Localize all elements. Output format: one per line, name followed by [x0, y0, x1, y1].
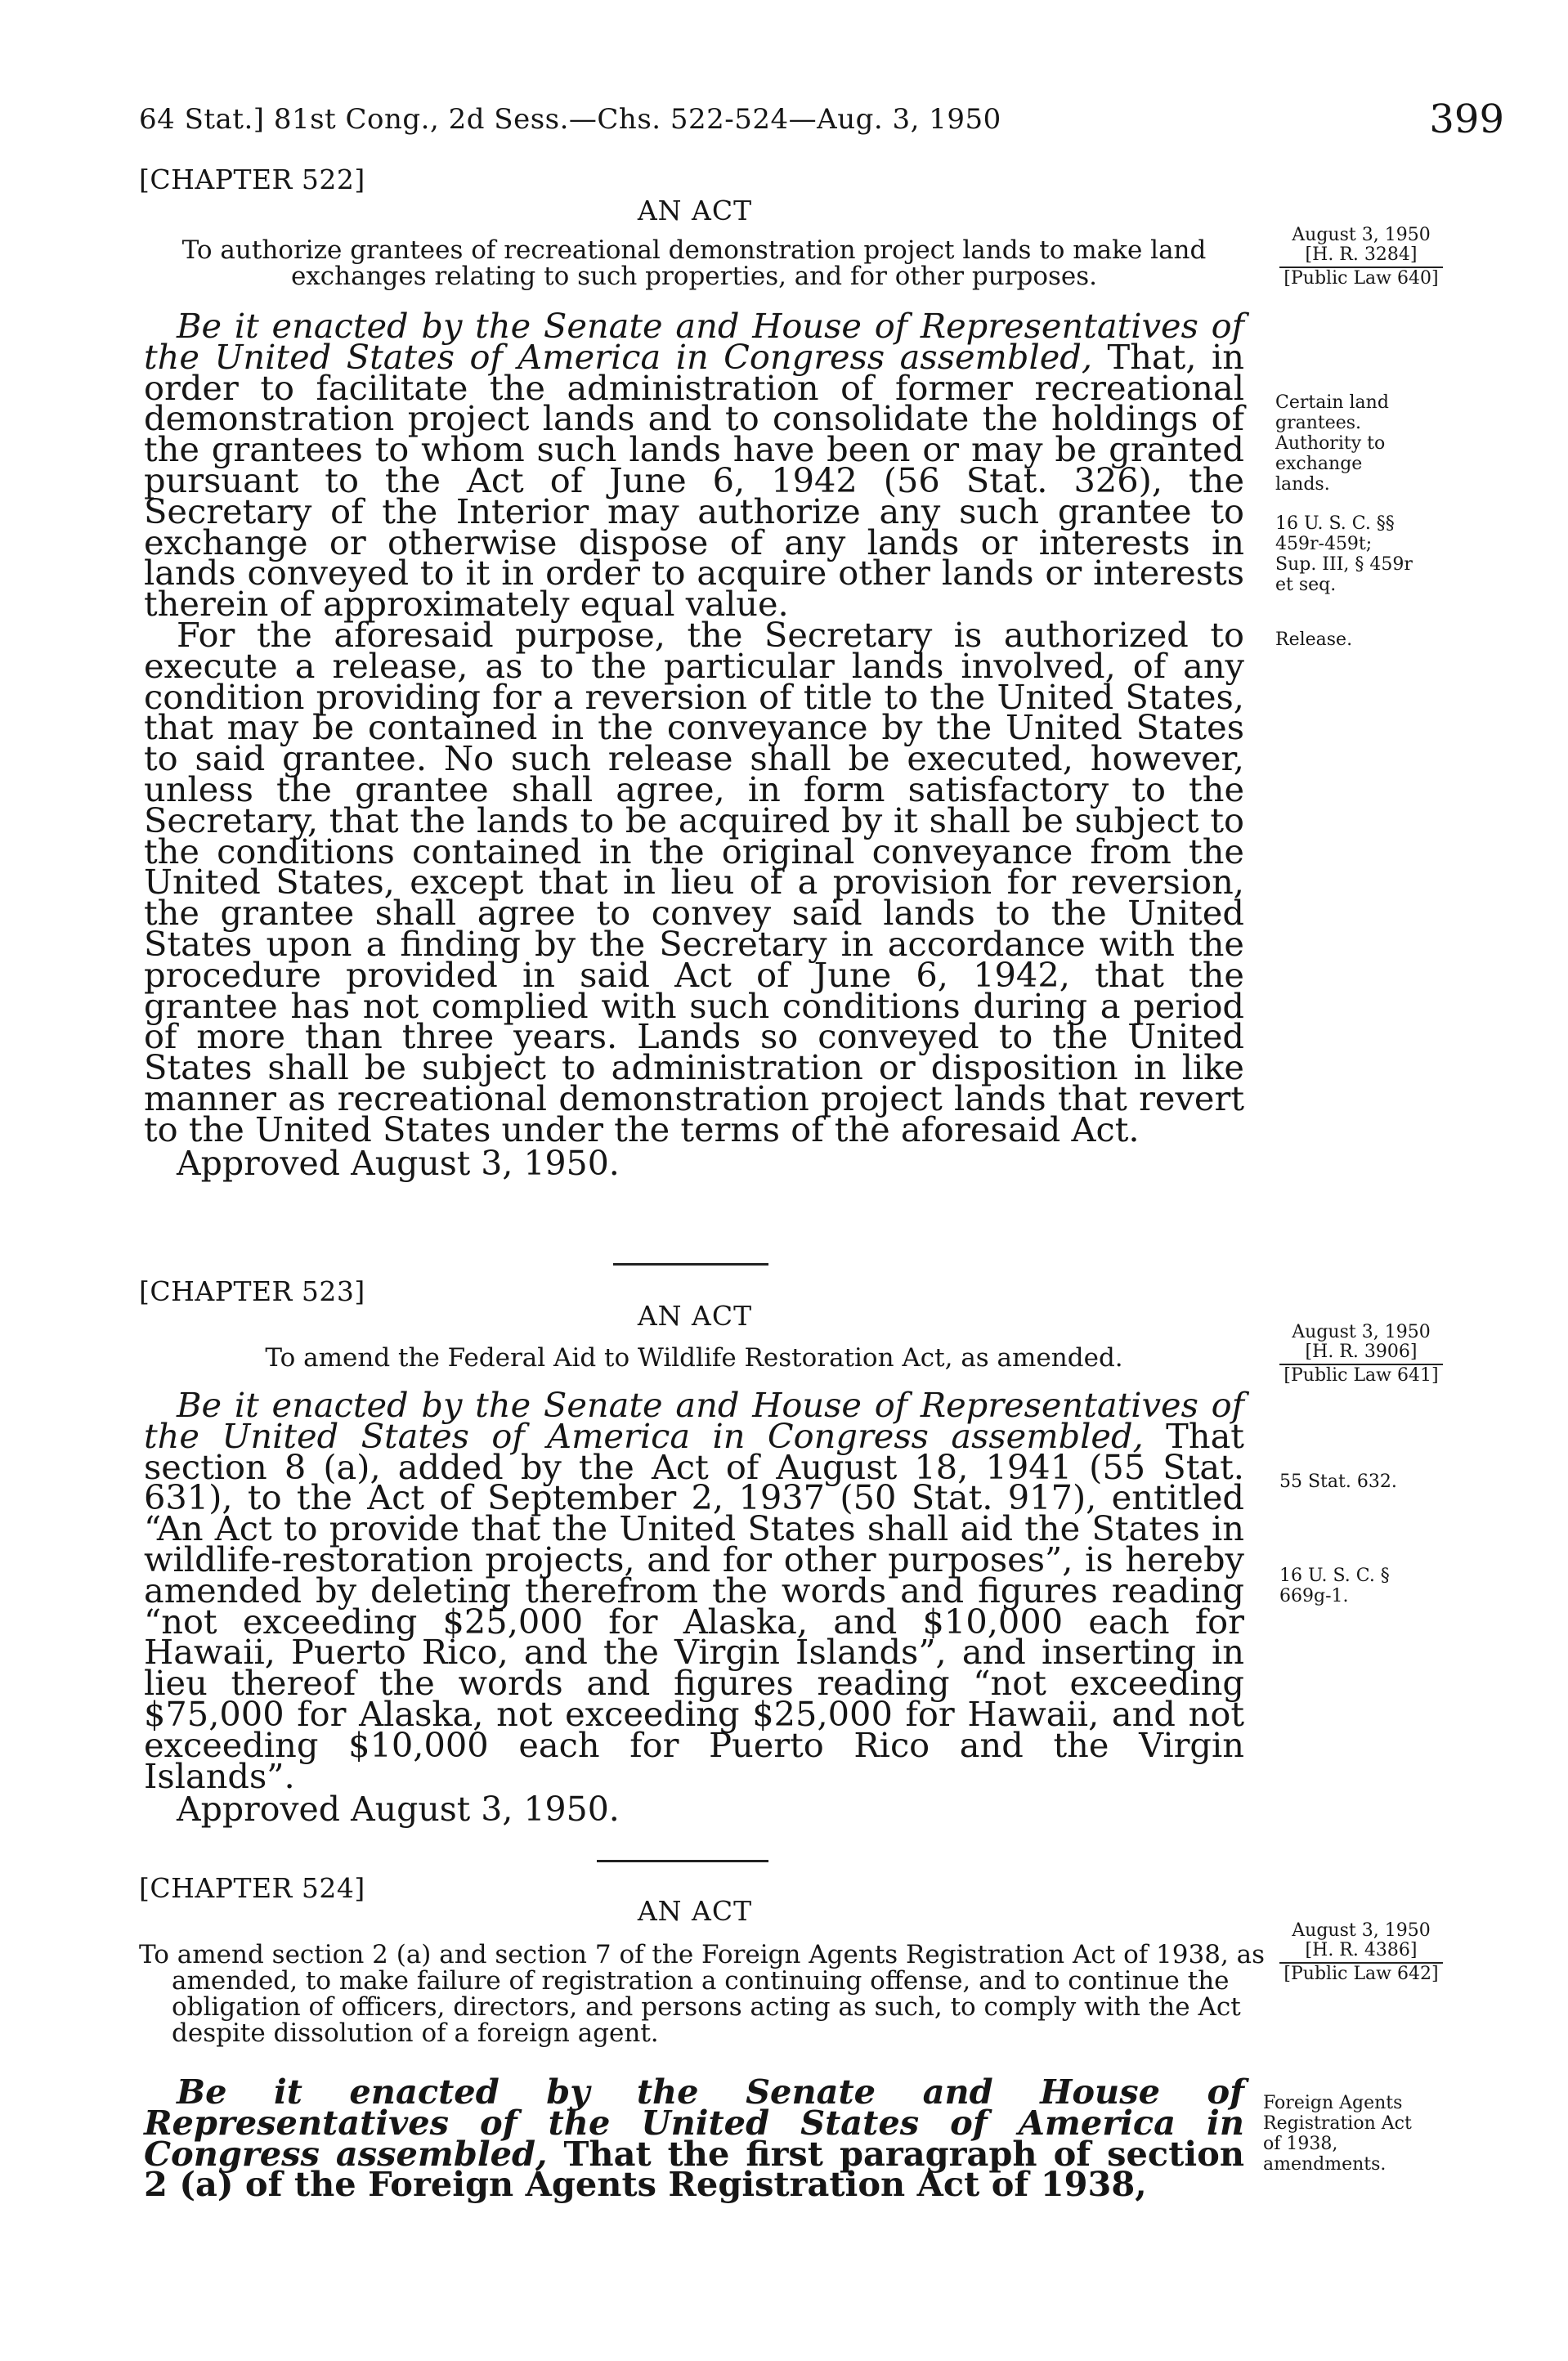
chapter-522-paragraph-1	[144, 306, 1244, 625]
margin-note-authority: Authority to exchange lands.	[1275, 433, 1386, 495]
page-number: 399	[1429, 96, 1504, 142]
section-divider	[597, 1860, 768, 1862]
margin-note-usc-522: 16 U. S. C. §§ 459r-459t; Sup. III, § 459r et seq.	[1275, 513, 1413, 595]
chapter-522-reference	[1279, 226, 1443, 289]
margin-note-grantees: Certain land grantees.	[1275, 392, 1389, 433]
running-head: 64 Stat.] 81st Cong., 2d Sess.—Chs. 522-524—Aug. 3, 1950	[139, 103, 1001, 136]
paragraph-text: That, in order to facilitate the administration of former recreational demonstration project lands and to consolidate the holdings of the grantees to whom such lands have been or may be granted pursuant to the Act of June 6, 1942 (56 Stat. 326), the Secretary of the Interior may authorize any such grantee to exchange or otherwise dispose of any lands or interests in lands conveyed to it in order to acquire other lands or interests therein of approximately equal value.	[144, 336, 1244, 625]
chapter-524-text	[144, 2072, 1244, 2205]
ref-law: [Public Law 642]	[1284, 1964, 1439, 1984]
chapter-524-an-act: AN ACT	[637, 1895, 753, 1927]
chapter-522-purpose: To authorize grantees of recreational demonstration project lands to make land exchanges relating to such properties, and for other purposes.	[181, 235, 1207, 291]
chapter-522-an-act: AN ACT	[637, 195, 753, 226]
chapter-523-heading: [CHAPTER 523]	[139, 1275, 365, 1307]
chapter-524-reference	[1279, 1921, 1443, 1984]
paragraph-text: That section 8 (a), added by the Act of August 18, 1941 (55 Stat. 631), to the Act of September 2, 1937 (50 Stat. 917), entitled “An Act to provide that the United States shall aid the States in wildlife-restoration projects, and for other purposes”, is hereby amended by deleting therefrom the words and figures reading “not exceeding $25,000 for Alaska, and $10,000 each for Hawaii, Puerto Rico, and the Virgin Islands”, and inserting in lieu thereof the words and figures reading “not exceeding $75,000 for Alaska, not exceeding $25,000 for Hawaii, and not exceeding $10,000 each for Puerto Rico and the Virgin Islands”.	[144, 1415, 1244, 1796]
chapter-523-reference	[1279, 1323, 1443, 1386]
chapter-523-approved: Approved August 3, 1950.	[177, 1790, 620, 1830]
enacting-clause: Be it enacted by the Senate and House of Representatives of the United States of America in Congress assembled,	[144, 2072, 1244, 2174]
ref-date: August 3, 1950	[1292, 1920, 1431, 1941]
margin-note-release: Release.	[1275, 629, 1353, 650]
chapter-524-purpose: To amend section 2 (a) and section 7 of the Foreign Agents Registration Act of 1938, as amended, to make failure of registration a continuing offense, and to continue the obligation of officers, directors, and persons acting as such, to comply with the Act despite dissolution of a foreign agent.	[139, 1940, 1266, 2048]
margin-note-usc-523: 16 U. S. C. § 669g-1.	[1279, 1566, 1390, 1606]
chapter-522-approved: Approved August 3, 1950.	[177, 1143, 620, 1183]
ref-law: [Public Law 640]	[1284, 268, 1439, 289]
chapter-523-purpose: To amend the Federal Aid to Wildlife Restoration Act, as amended.	[265, 1343, 1123, 1373]
paragraph-text: That the first paragraph of section 2 (a) of the Foreign Agents Registration Act of 1938,	[144, 2133, 1244, 2205]
ref-bill: [H. R. 4386]	[1305, 1940, 1418, 1960]
ref-bill: [H. R. 3284]	[1305, 244, 1418, 265]
margin-note-55-stat: 55 Stat. 632.	[1279, 1472, 1397, 1492]
ref-law: [Public Law 641]	[1284, 1365, 1439, 1386]
ref-bill: [H. R. 3906]	[1305, 1342, 1418, 1362]
enacting-clause: Be it enacted by the Senate and House of Representatives of the United States of America in Congress assembled,	[144, 306, 1244, 377]
section-divider	[613, 1263, 768, 1266]
chapter-524-paragraph-1	[144, 2072, 1244, 2205]
ref-date: August 3, 1950	[1292, 225, 1431, 245]
chapter-522-text	[144, 306, 1244, 1183]
enacting-clause: Be it enacted by the Senate and House of Representatives of the United States of America in Congress assembled,	[144, 1385, 1244, 1456]
chapter-523-paragraph-1	[144, 1385, 1244, 1796]
chapter-524-heading: [CHAPTER 524]	[139, 1872, 365, 1904]
running-header	[139, 96, 1504, 146]
chapter-522-paragraph-2: For the aforesaid purpose, the Secretary is authorized to execute a release, as to the particular lands involved, of any condition providing for a reversion of title to the United States, that may be contained in the conveyance by the United States to said grantee. No such release shall be executed, however, unless the grantee shall agree, in form satisfactory to the Secretary, that the lands to be acquired by it shall be subject to the conditions contained in the original conveyance from the United States, except that in lieu of a provision for reversion, the grantee shall agree to convey said lands to the United States upon a finding by the Secretary in accordance with the procedure provided in said Act of June 6, 1942, that the grantee has not complied with such conditions during a period of more than three years. Lands so conveyed to the United States shall be subject to administration or disposition in like manner as recreational demonstration project lands that revert to the United States under the terms of the aforesaid Act.	[144, 614, 1244, 1149]
chapter-523-an-act: AN ACT	[637, 1300, 753, 1332]
ref-date: August 3, 1950	[1292, 1322, 1431, 1342]
margin-note-foreign-agents: Foreign Agents Registration Act of 1938, amendments.	[1263, 2093, 1412, 2175]
chapter-522-heading: [CHAPTER 522]	[139, 164, 365, 195]
chapter-523-text	[144, 1385, 1244, 1830]
